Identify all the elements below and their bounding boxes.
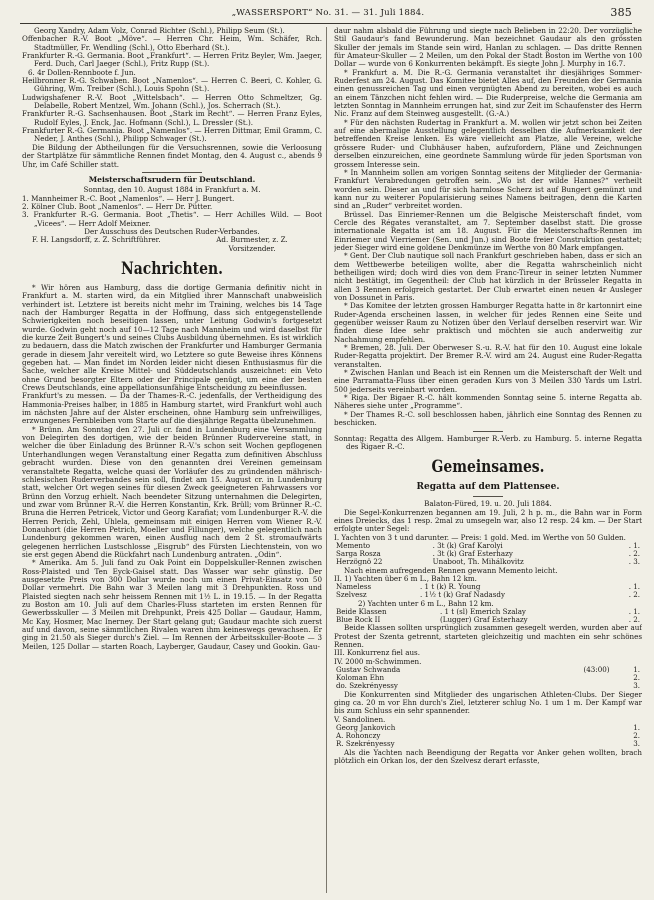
paragraph: Beide Klassen sollten ursprünglich zusammen gesegelt werden, wurden aber auf Protest der Szenta getrennt, starteten gleichzeitig und machten ein sehr schönes Rennen. (334, 623, 642, 650)
crew-list-entry: Offenbacher R.-V. Boot „Möve“. — Herren Chr. Heim, Wm. Schäfer, Rch. Stadtmüller, Fr. Wendling (Schl.), Otto Eberhard (St.). (22, 34, 322, 52)
boat-name: Beide Klassen (336, 606, 387, 616)
news-item: * Wir hören aus Hamburg, dass die dortige Germania definitiv nicht in Frankfurt a. M. starten wird, da ein Mitglied ihrer Mannschaft unabweislich verhindert ist. Letztere ist bereits nicht mehr im Training, welches bis 14 Tage nach der Hamburger Regatta in der Hoffnung, dass sich entgegenstellende Schwierigkeiten noch beseitigen lassen, unter Leitung Godwin's fortgesetzt wurde. Godwin geht noch auf 10—12 Tage nach Mannheim und wird daselbst für die kurze Zeit Bungert's und seines Clubs Ausbildung übernehmen. Es ist wirklich zu bedauern, dass die Match zwischen der Frankfurter und Hamburger Germania gerade in diesem Jahr vereitelt wird, wo Letztere so gute Beweise ihres Könnens gegeben hat. — Man findet im Norden leider nicht diesen Enthusiasmus für die Sache, welcher alle Kreise Mittel- und Süddeutschlands auszeichnet: ein Veto ohne Grund besorgter Eltern oder der Principale genügt, um eine der besten Crews Deutschlands, eine appellationsunfähige Entscheidung zu beeinflussen. (22, 282, 322, 393)
place: . 2. (628, 590, 640, 600)
signature-row (22, 236, 322, 253)
page-number: 385 (610, 6, 632, 19)
boat-owner: . 3t (k) Graf Karolyi (432, 540, 503, 550)
swimmer-name: do. Szekrényessy (336, 681, 398, 691)
boat-owner: . 1 t (k) R. Young (420, 582, 481, 592)
class-heading: 2) Yachten unter 6 m L., Bahn 12 km. (358, 598, 494, 608)
place: . 3. (628, 557, 640, 567)
paragraph: Die Bildung der Abtheilungen für die Versuchsrennen, sowie die Verloosung der Startplätze für sämmtliche Rennen findet Montag, den 4. August c., abends 9 Uhr, im Café Schiller statt. (22, 142, 322, 169)
entry-line: 3. Frankfurter R.-G. Germania. Boot „Thetis“. — Herr Achilles Wild. — Boot „Vicees“. — Herr Adolf Meixner. (22, 210, 322, 228)
news-item: * Der Thames R.-C. soll beschlossen haben, jährlich eine Sonntag des Rennen zu beschicken. (334, 409, 642, 428)
news-item: * Frankfurt a. M. Die R.-G. Germania veranstaltet ihr diesjähriges Sommer-Ruderfest am 24. August. Das Komitee bietet Alles auf, den Freunden der Germania einen genussreichen Tag und einen vergnügten Abend zu bereiten, wobei es auch an einem Tänzchen nicht fehlen wird. — Die Ruderpreise, welche die Germania am letzten Sonntag in Mannheim errungen hat, sind zur Zeit im Schaufenster des Herrn Nic. Franz auf dem Steinweg ausgestellt. (G.-A.) (334, 67, 642, 119)
place: 1. (633, 723, 640, 733)
boat-owner: . 3t (k) Graf Esterhazy (432, 549, 513, 559)
results-table (334, 542, 642, 567)
committee-line: Der Ausschuss des Deutschen Ruder-Verbandes. (84, 226, 260, 236)
class-heading: IV. 2000 m-Schwimmen. (334, 656, 422, 666)
table-row (334, 724, 642, 732)
place: . 1. (628, 606, 640, 616)
paragraph: Die Segel-Konkurrenzen begannen am 19. Juli, 2 h p. m., die Bahn war in Form eines Dreiecks, das 1 resp. 2mal zu umsegeln war, also 12 resp. 24 km. — Der Start erfolgte unter Segel: (334, 507, 642, 534)
running-title: „WASSERSPORT“ No. 31. — 31. Juli 1884. (231, 8, 425, 18)
news-item: daur nahm alsbald die Führung und siegte nach Belieben in 22:20. Der vorzügliche Stil Gaudaur's fand Bewunderung. Man bezeichnet Gaudaur als den grössten Skuller der jemals im Stande sein wird, Hanlan zu schlagen. — Das dritte Rennen für Amateur-Skuller — 2 Meilen, um den Pokal der Stadt Boston im Werthe von 100 Dollar — wurde von 6 Konkurrenten bekämpft. Es siegte John J. Murphy in 16.7. (334, 27, 642, 69)
place: . 1. (628, 540, 640, 550)
section-intro: Sonntag, den 10. August 1884 in Frankfurt a. M. (83, 185, 261, 195)
entry-line: 2. Kölner Club. Boot „Namenlos“. — Herr Dr. Pütter. (22, 201, 213, 211)
results-table (334, 583, 642, 599)
section-heading-nachrichten: Nachrichten. (121, 258, 223, 279)
rower-name: A. Rohonczy (336, 731, 381, 741)
news-item: * Das Komitee der letzten grossen Hamburger Regatta hatte in 8r kartonnirt eine Ruder-Agenda erscheinen lassen, in welcher für jedes Rennen eine Seite und gegenüber weisser Raum zu Notizen über den Verlauf derselben reservirt war. Wir finden diese Idee sehr praktisch und möchten sie auch anderweitig zur Nachahmung empfehlen. (334, 301, 642, 344)
news-item: * In Mannheim sollen am vorigen Sonntag seitens der Mitglieder der Germania-Frankfurt Verabredungen getroffen sein. „Wo ist der wilde Hannes?“ verheilt worden sein. Dieser an und für sich harmlose Scherz ist auf Bungert gemünzt und kann nur zu weiterer Popularisierung seines Namens beitragen, denn die Karten sind an „Ruder“ verbreitet worden. (334, 167, 642, 211)
place: 3. (633, 739, 640, 749)
class-heading: V. Sandolinen. (334, 714, 386, 724)
paragraph: Als die Yachten nach Beendigung der Regatta vor Anker gehen wollten, brach plötzlich ein Orkan los, der den Szelvesz derart erfasste, (334, 747, 642, 766)
calendar-line: Sonntag: Regatta des Allgem. Hamburger R.-Verb. zu Hamburg. 5. interne Regatta des Rigaer R.-C. (334, 433, 642, 451)
class-heading: II. 1) Yachten über 6 m L., Bahn 12 km. (334, 573, 477, 583)
results-table (334, 666, 642, 691)
section-title: Meisterschaftsrudern für Deutschland. (88, 174, 256, 184)
race-heading: 6. 4r Dollen-Rennboote f. Jun. (28, 67, 136, 77)
results-table (334, 608, 642, 624)
boat-owner: Unaboot, Th. Mihálkovitz (432, 557, 524, 567)
header-rule (20, 23, 632, 24)
news-item: * Für den nächsten Rudertag in Frankfurt a. M. wollen wir jetzt schon bei Zeiten auf eine abermalige Ausstellung gelegentlich desselben die Aufmerksamkeit der betreffenden Kreise lenken. Es wäre vielleicht am Platze, alle Vereine, welche grössere Ruder- und Clubhäuser haben, aufzufordern, Pläne und Zeichnungen derselben einzureichen, eine geordnete Sammlung würde für jeden Sportsman von grossem Interesse sein. (334, 117, 642, 169)
news-item: * Gent. Der Club nautique soll nach Frankfurt geschrieben haben, dass er sich an dem Wettbewerbe beteiligen wollte, aber die Regatta wahrscheinlich nicht betheiligen wird; doch wird dies von dem Franc-Tireur in seiner letzten Nummer nicht bestätigt, im Gegentheil: der Club hat kürzlich in der Brüsseler Regatta in allen 3 Rennen erfolgreich gestartet. Der Club erwartet einen neuen 4r Ausleger von Dossunet in Paris. (334, 251, 642, 302)
crew-list-entry: Ludwigshafener R.-V. Boot „Wittelsbach“. — Herren Otto Schmeltzer, Gg. Delabelle, Robert Mentzel, Wm. Johann (Schl.), Jos. Scherrach (St.). (22, 92, 322, 111)
news-item: Frankfurt's zu messen. — Da der Thames-R.-C. jedenfalls, der Vertheidigung des Hammonia-Preises halber, in 1885 in Hamburg startet, wird Frankfurt wohl auch im nächsten Jahre auf der Alster erscheinen, ohne Hamburg sein unfreiwilliges, erzwungenes Fernbleiben vom Starte auf die diesjährige Regatta übelzunehmen. (22, 391, 322, 426)
section-subheading: Regatta auf dem Plattensee. (416, 482, 560, 493)
crew-list-entry: Georg Xandry, Adam Volz, Conrad Richter (Schl.), Philipp Seum (St.). (34, 27, 285, 35)
time: (43:00) (583, 665, 610, 675)
news-item: Brüssel. Das Einriemer-Rennen um die Belgische Meisterschaft findet, vom Cercle des Régates veranstaltet, am 7. September daselbst statt. Die grosse internationale Regatta ist am 18. August. Für die Meisterschafts-Rennen im Einriemer und Vierriemer (Sen. und Jun.) sind Boote freier Construktion gestattet; jeder Sieger wird eine goldene Denkmünze im Werthe von 80 Mark empfangen. (334, 209, 642, 252)
rower-name: Georg Jankovich (336, 723, 396, 733)
boat-owner: . 1½ t (k) Graf Nadasdy (420, 590, 505, 600)
place: . 1. (628, 582, 640, 592)
swimmer-name: Koloman Ehn (336, 673, 385, 683)
place: 1. (633, 665, 640, 675)
boat-name: Nameless (336, 582, 372, 592)
crew-list-entry: Frankfurter R.-G. Sachsenhausen. Boot „Stark im Recht“. — Herren Franz Eyles, Rudolf Eyles, J. Enck, Jac. Hofmann (Schl.), L. Dressler (St.). (22, 109, 322, 127)
boat-owner: (Lugger) Graf Esterhazy (439, 615, 528, 625)
boat-name: Blue Rock II (336, 615, 381, 625)
crew-list-entry: Frankfurter R.-G. Germania. Boot „Frankfurt“. — Herren Fritz Beyler, Wm. Jaeger, Ferd. Duch, Carl Jaeger (Schl.), Fritz Rupp (St.). (22, 51, 322, 69)
page-header (24, 6, 632, 22)
class-heading: I. Yachten von 3 t und darunter. — Preis: 1 gold. Med. im Werthe von 50 Gulden. (334, 532, 626, 542)
entry-line: 1. Mannheimer R.-C. Boot „Namenlos“. — Herr J. Bungert. (22, 193, 235, 203)
news-item: * Zwischen Hanlan und Beach ist ein Rennen um die Meisterschaft der Welt und eine Parramatta-Fluss über einen geraden Kurs von 3 Meilen 330 Yards um Lstrl. 500 jederseits vereinbart worden. (334, 368, 642, 394)
boat-name: Memento (336, 540, 371, 550)
column-divider (326, 27, 327, 893)
boat-owner: . 1 t (sl) Emerich Szalay (439, 606, 526, 616)
place: 3. (633, 681, 640, 691)
left-column (22, 27, 322, 895)
signature-left: F. H. Langsdorff, z. Z. Schriftführer. (32, 235, 161, 245)
news-item: * Brünn. Am Sonntag den 27. Juli cr. fand in Lundenburg eine Versammlung von Delegirten des dortigen, wie der beiden Brünner Rudervereine statt, in welcher die über Einladung des Brünner R.-V.'s schon seit Wochen gepflogenen Unterhandlungen wegen Veranstaltung einer Regatta zum definitiven Abschluss gebracht wurden. Diese von den genannten drei Vereinen gemeinsam veranstaltete Regatta, welche quasi der Vorläufer des zu gründenden mährisch-schlesischen Ruderverbandes sein soll, findet am 15. August cr. in Lundenburg statt, welcher Ort wegen seines für diesen Zweck geeigneteren Fahrwassers vor Brünn den Vorzug erhielt. Nach beendeter Sitzung unternahmen die Delegirten, und zwar vom Brünner R.-V. die Herren Konstantin, Krk. Brüll; vom Brünner R.-C. Bruna die Herren Petricek, Victor und Georg Karafiat; vom Lundenburger R.-V. die Herren Perich, Zehl, Uhlela, gemeinsam mit einigen Herren vom Wiener R.-V. Donauhort (die Herren Petrich, Moeller und Fillunger), welche gelegentlich nach Lundenburg gekommen waren, einen Ausflug nach dem 2 St. stromaufwärts gelegenen herrlichen Lustschlosse „Eisgrub“ des Fürsten Liechtenstein, von wo sie erst gegen Abend die Rückfahrt nach Lundenburg antraten. „Odin“. (22, 424, 322, 559)
crew-list-entry: Heilbronner R.-G. Schwaben. Boot „Namenlos“. — Herren C. Beeri, C. Kohler, G. Gühring, Wm. Treiber (Schl.), Louis Spohn (St.). (22, 76, 322, 94)
place: 2. (633, 673, 640, 683)
divider (473, 431, 503, 432)
divider (473, 496, 503, 497)
section-heading-gemeinsames: Gemeinsames. (431, 457, 545, 478)
place: 2. (633, 731, 640, 741)
rower-name: R. Szekrényessy (336, 739, 395, 749)
place: . 2. (628, 549, 640, 559)
right-column (334, 27, 642, 895)
paragraph: Nach einem aufregenden Rennen gewann Memento leicht. (344, 565, 558, 575)
boat-name: Sarga Rosza (336, 549, 381, 559)
news-item: * Bremen, 28. Juli. Der Oberweser S.-u. R.-V. hat für den 10. August eine lokale Ruder-Regatta projektirt. Der Bremer R.-V. wird am 24. August eine Ruder-Regatta veranstalten. (334, 343, 642, 369)
crew-list-entry: Frankfurter R.-G. Germania. Boot „Namenlos“. — Herren Dittmar, Emil Gramm, C. Neder, J. Anthes (Schl.), Philipp Schwager (St.). (22, 126, 322, 144)
swimmer-name: Gustav Schwanda (336, 665, 401, 675)
place: . 2. (628, 615, 640, 625)
divider (142, 172, 202, 173)
boat-name: Szelvesz (336, 590, 367, 600)
dateline: Balaton-Füred, 19. u. 20. Juli 1884. (424, 499, 552, 509)
boat-name: Herzögnö 22 (336, 557, 383, 567)
class-heading: III. Konkurrenz fiel aus. (334, 648, 420, 658)
paragraph: Die Konkurrenten sind Mitglieder des ungarischen Athleten-Clubs. Der Sieger ging ca. 20 m vor Ehn durch's Ziel, letzterer schlug No. 1 um 1 m. Der Kampf war bis zum Schluss ein sehr spannender. (334, 689, 642, 716)
news-item: * Riga. Der Bigaer R.-C. hält kommenden Sonntag seine 5. interne Regatta ab. Näheres siehe unter „Programme“. (334, 393, 642, 411)
time (527, 674, 612, 682)
results-table (334, 724, 642, 749)
signature-right: Ad. Burmester, z. Z. Vorsitzender. (216, 235, 288, 253)
news-item: * Amerika. Am 5. Juli fand zu Oak Point ein Doppelskuller-Rennen zwischen Ross-Plaisted und Ten Eyck-Gaisel statt. Das Wasser war sehr günstig. Der ausgesetzte Preis von 300 Dollar wurde noch um einen Privat-Einsatz von 50 Dollar vermehrt. Die Bahn war 3 Meilen lang mit 3 Drehpunkten. Ross und Plaisted siegten nach sehr heissem Rennen mit 1½ L. in 19.15. — In der Regatta zu Boston am 10. Juli auf dem Charles-Fluss starteten im ersten Rennen für Gewerbsskuller — 3 Meilen mit Drehpunkt, Preis 425 Dollar — Gaudaur, Hamm, Mc Kay, Hosmer, Mac Inerney. Der Start gelang gut; Gaudaur machte sich zuerst auf und davon, seine sämmtlichen Rivalen waren ihm keineswegs gewachsen. Er ging in 21.50 als Sieger durch's Ziel. — Im Rennen der Arbeitsskuller-Boote — 3 Meilen, 125 Dollar — starten Roach, Layberger, Gaudaur, Casey und Gookin. Gau- (22, 558, 322, 651)
